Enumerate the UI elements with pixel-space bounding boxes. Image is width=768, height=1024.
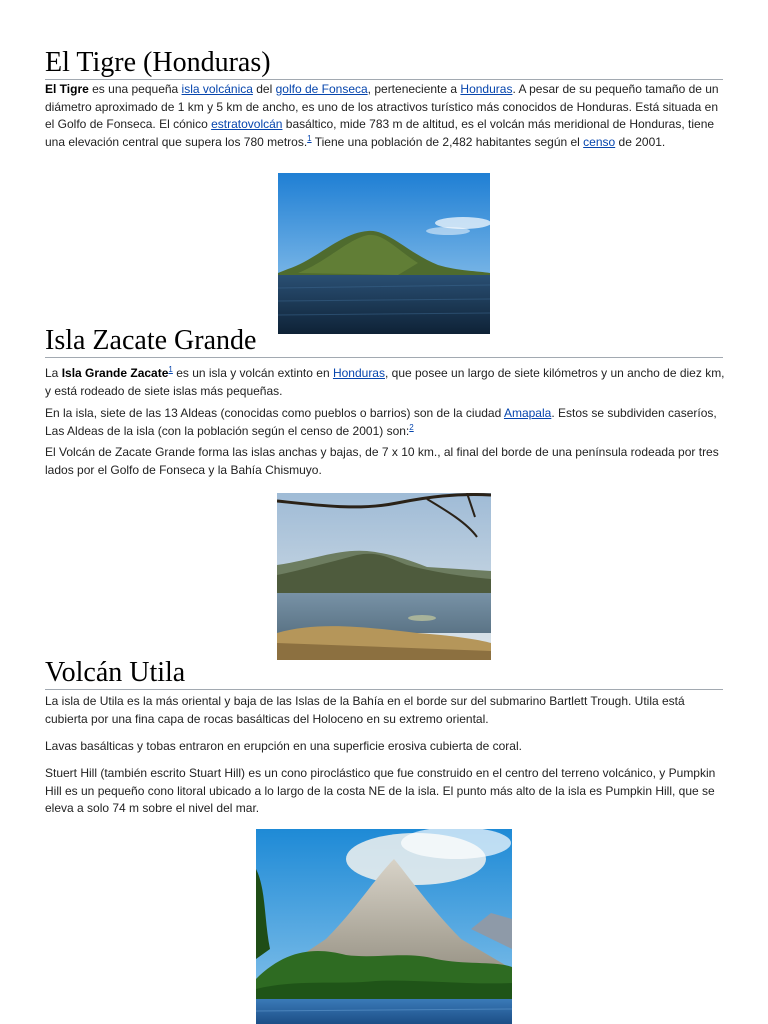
photo-zacate-grande (277, 493, 491, 660)
text-span: Tiene una población de 2,482 habitantes según el (311, 134, 584, 149)
text-span: . A pesar de su pequeño tamaño de un diámetro aproximado de 1 km y 5 km de ancho, es uno de los atractivos turístico más conocidos de Honduras. Está situada en el Golfo de Fonseca. El cónico (45, 82, 719, 131)
section-title-isla-zacate-grande: Isla Zacate Grande (45, 325, 257, 356)
section-divider (45, 689, 723, 690)
section-divider (45, 357, 723, 358)
bold-term: Isla Grande Zacate (61, 366, 169, 380)
paragraph-utila-1: La isla de Utila es la más oriental y baja de las Islas de la Bahía en el borde sur del submarino Bartlett Trough. Utila está cubierta por una fina capa de rocas basálticas del Holoceno en su extremo oriental. (45, 694, 685, 726)
reference-link[interactable]: 1 (168, 365, 173, 374)
text-span: La (45, 366, 62, 380)
link-amapala[interactable]: Amapala (503, 406, 552, 420)
paragraph-zacate-2 (45, 405, 725, 440)
link-golfo-de-fonseca[interactable]: golfo de Fonseca (275, 82, 368, 96)
text-span: , que posee un largo de siete kilómetros y un ancho de diez km, y está rodeado de siete islas más pequeñas. (45, 366, 725, 398)
link-censo[interactable]: censo (583, 134, 616, 149)
paragraph-zacate-1 (45, 365, 725, 400)
paragraph-utila-2: Lavas basálticas y tobas entraron en erupción en una superficie erosiva cubierta de coral. (45, 739, 522, 753)
link-isla-volcanica[interactable]: isla volcánica (181, 82, 253, 96)
text-span: . Estos se subdividen caseríos, Las Aldeas de la isla (con la población según el censo de 2001) son: (45, 406, 717, 438)
paragraph-el-tigre (45, 81, 725, 151)
text-span: es una pequeña (88, 82, 182, 96)
section-title-el-tigre: El Tigre (Honduras) (45, 47, 271, 78)
text-span: es un isla y volcán extinto en (172, 366, 333, 380)
text-span: basáltico, mide 783 m de altitud, es el volcán más meridional de Honduras, tiene una elevación central que supera los 780 metros. (45, 117, 715, 149)
photo-el-tigre-volcano (278, 173, 490, 334)
text-span: de 2001. (615, 134, 666, 149)
link-estratovolcan[interactable]: estratovolcán (211, 117, 283, 131)
link-honduras[interactable]: Honduras (460, 82, 513, 96)
text-span: En la isla, siete de las 13 Aldeas (conocidas como pueblos o barrios) son de la ciudad (45, 406, 504, 420)
photo-volcan-utila (256, 829, 512, 1024)
text-span: , perteneciente a (367, 82, 461, 96)
section-divider (45, 79, 723, 80)
paragraph-zacate-3: El Volcán de Zacate Grande forma las islas anchas y bajas, de 7 x 10 km., al final del borde de una península rodeada por tres lados por el Golfo de Fonseca y la Bahía Chismuyo. (45, 445, 719, 477)
reference-link[interactable]: 1 (307, 133, 312, 143)
link-honduras[interactable]: Honduras (332, 366, 385, 380)
section-title-volcan-utila: Volcán Utila (45, 657, 186, 688)
paragraph-utila-3: Stuert Hill (también escrito Stuart Hill) es un cono piroclástico que fue construido en el centro del terreno volcánico, y Pumpkin Hill es un pequeño cono litoral ubicado a lo largo de la costa NE de la isla. El punto más alto de la isla es Pumpkin Hill, que se eleva a solo 74 m sobre el nivel del mar. (45, 766, 716, 815)
reference-link[interactable]: 2 (409, 422, 414, 432)
bold-term: El Tigre (45, 82, 89, 96)
text-span: del (252, 82, 276, 96)
